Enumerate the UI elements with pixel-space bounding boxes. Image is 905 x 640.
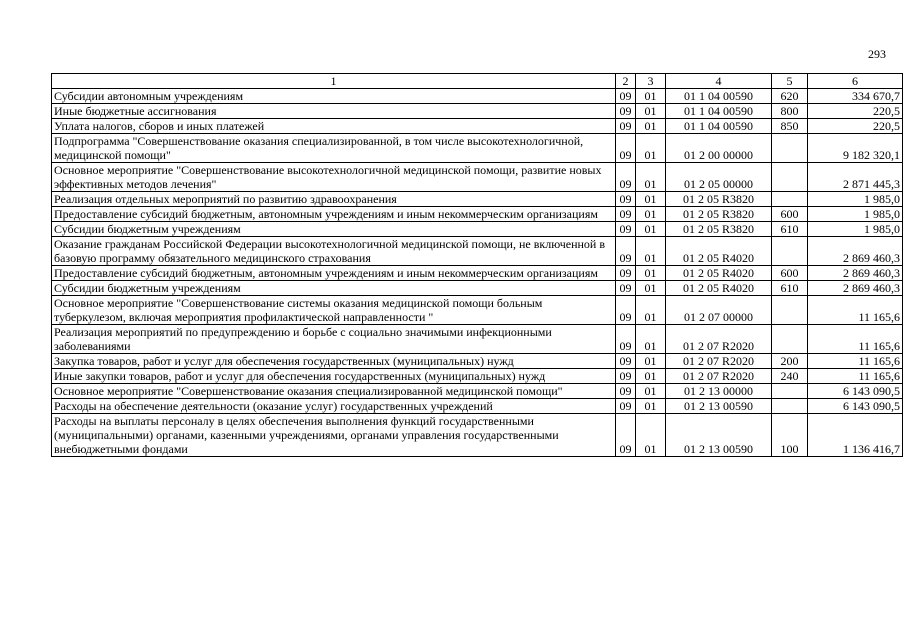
row-target-article: 01 2 05 R4020 (666, 281, 772, 296)
row-target-article: 01 2 05 R4020 (666, 237, 772, 266)
header-row (52, 74, 903, 89)
row-amount: 2 869 460,3 (808, 281, 903, 296)
row-subsection: 01 (636, 119, 666, 134)
row-target-article: 01 2 05 R3820 (666, 222, 772, 237)
budget-table (51, 73, 903, 457)
row-target-article: 01 2 07 00000 (666, 296, 772, 325)
row-target-article: 01 2 05 R3820 (666, 192, 772, 207)
row-name: Расходы на обеспечение деятельности (оказание услуг) государственных учреждений (52, 399, 616, 414)
row-expense-type: 600 (772, 266, 808, 281)
row-target-article: 01 1 04 00590 (666, 89, 772, 104)
table-row (52, 281, 903, 296)
header-cell-1: 1 (52, 74, 616, 89)
row-name: Предоставление субсидий бюджетным, автономным учреждениям и иным некоммерческим организациям (52, 207, 616, 222)
row-section: 09 (616, 296, 636, 325)
row-expense-type: 620 (772, 89, 808, 104)
page-number: 293 (868, 47, 886, 61)
row-section: 09 (616, 384, 636, 399)
row-amount: 220,5 (808, 119, 903, 134)
row-section: 09 (616, 399, 636, 414)
row-target-article: 01 2 05 R4020 (666, 266, 772, 281)
row-name: Реализация мероприятий по предупреждению и борьбе с социально значимыми инфекционными заболеваниями (52, 325, 616, 354)
row-section: 09 (616, 207, 636, 222)
row-subsection: 01 (636, 163, 666, 192)
row-target-article: 01 2 07 R2020 (666, 354, 772, 369)
row-name: Уплата налогов, сборов и иных платежей (52, 119, 616, 134)
table-row (52, 163, 903, 192)
row-amount: 6 143 090,5 (808, 399, 903, 414)
row-name: Основное мероприятие "Совершенствование системы оказания медицинской помощи больным туберкулезом, включая мероприятия профилактической направленности " (52, 296, 616, 325)
table-row (52, 384, 903, 399)
row-name: Закупка товаров, работ и услуг для обеспечения государственных (муниципальных) нужд (52, 354, 616, 369)
header-cell-6: 6 (808, 74, 903, 89)
row-expense-type (772, 296, 808, 325)
row-section: 09 (616, 104, 636, 119)
table-row (52, 237, 903, 266)
row-section: 09 (616, 89, 636, 104)
row-amount: 11 165,6 (808, 369, 903, 384)
row-subsection: 01 (636, 384, 666, 399)
row-subsection: 01 (636, 237, 666, 266)
row-name: Основное мероприятие "Совершенствование оказания специализированной медицинской помощи" (52, 384, 616, 399)
row-subsection: 01 (636, 207, 666, 222)
row-expense-type: 610 (772, 281, 808, 296)
row-expense-type: 600 (772, 207, 808, 222)
row-target-article: 01 2 05 R3820 (666, 207, 772, 222)
row-amount: 220,5 (808, 104, 903, 119)
table-row (52, 266, 903, 281)
row-section: 09 (616, 192, 636, 207)
row-amount: 11 165,6 (808, 354, 903, 369)
row-subsection: 01 (636, 354, 666, 369)
row-subsection: 01 (636, 104, 666, 119)
row-subsection: 01 (636, 134, 666, 163)
row-expense-type (772, 163, 808, 192)
row-target-article: 01 2 05 00000 (666, 163, 772, 192)
row-target-article: 01 2 13 00590 (666, 414, 772, 457)
row-subsection: 01 (636, 325, 666, 354)
table-row (52, 296, 903, 325)
row-target-article: 01 2 13 00590 (666, 399, 772, 414)
row-amount: 1 136 416,7 (808, 414, 903, 457)
row-section: 09 (616, 369, 636, 384)
row-amount: 11 165,6 (808, 325, 903, 354)
row-section: 09 (616, 354, 636, 369)
row-expense-type: 240 (772, 369, 808, 384)
row-name: Реализация отдельных мероприятий по развитию здравоохранения (52, 192, 616, 207)
row-expense-type (772, 399, 808, 414)
table-row (52, 207, 903, 222)
row-amount: 1 985,0 (808, 222, 903, 237)
row-section: 09 (616, 222, 636, 237)
table-row (52, 354, 903, 369)
table-row (52, 399, 903, 414)
row-amount: 2 869 460,3 (808, 266, 903, 281)
table-row (52, 192, 903, 207)
row-expense-type (772, 237, 808, 266)
row-amount: 1 985,0 (808, 192, 903, 207)
row-expense-type: 850 (772, 119, 808, 134)
row-expense-type (772, 325, 808, 354)
row-target-article: 01 1 04 00590 (666, 119, 772, 134)
row-section: 09 (616, 414, 636, 457)
row-section: 09 (616, 325, 636, 354)
row-expense-type (772, 134, 808, 163)
row-name: Подпрограмма "Совершенствование оказания специализированной, в том числе высокотехнологичной, медицинской помощи" (52, 134, 616, 163)
header-cell-5: 5 (772, 74, 808, 89)
row-section: 09 (616, 266, 636, 281)
table-row (52, 369, 903, 384)
row-amount: 11 165,6 (808, 296, 903, 325)
row-target-article: 01 2 00 00000 (666, 134, 772, 163)
row-expense-type: 200 (772, 354, 808, 369)
row-subsection: 01 (636, 414, 666, 457)
table-row (52, 414, 903, 457)
row-amount: 1 985,0 (808, 207, 903, 222)
row-subsection: 01 (636, 281, 666, 296)
row-section: 09 (616, 237, 636, 266)
row-target-article: 01 2 13 00000 (666, 384, 772, 399)
row-expense-type (772, 384, 808, 399)
row-name: Иные закупки товаров, работ и услуг для обеспечения государственных (муниципальных) нужд (52, 369, 616, 384)
row-amount: 2 869 460,3 (808, 237, 903, 266)
row-target-article: 01 2 07 R2020 (666, 369, 772, 384)
header-cell-3: 3 (636, 74, 666, 89)
row-subsection: 01 (636, 296, 666, 325)
row-section: 09 (616, 163, 636, 192)
row-amount: 9 182 320,1 (808, 134, 903, 163)
table-row (52, 89, 903, 104)
table-row (52, 104, 903, 119)
row-subsection: 01 (636, 399, 666, 414)
row-subsection: 01 (636, 369, 666, 384)
row-section: 09 (616, 119, 636, 134)
row-subsection: 01 (636, 89, 666, 104)
row-amount: 2 871 445,3 (808, 163, 903, 192)
row-name: Оказание гражданам Российской Федерации высокотехнологичной медицинской помощи, не включенной в базовую программу обязательного медицинского страхования (52, 237, 616, 266)
row-name: Субсидии бюджетным учреждениям (52, 281, 616, 296)
row-name: Иные бюджетные ассигнования (52, 104, 616, 119)
row-expense-type: 100 (772, 414, 808, 457)
row-subsection: 01 (636, 222, 666, 237)
row-name: Субсидии бюджетным учреждениям (52, 222, 616, 237)
row-name: Предоставление субсидий бюджетным, автономным учреждениям и иным некоммерческим организациям (52, 266, 616, 281)
row-section: 09 (616, 281, 636, 296)
budget-table-body (52, 74, 903, 457)
row-expense-type (772, 192, 808, 207)
table-row (52, 325, 903, 354)
row-expense-type: 610 (772, 222, 808, 237)
table-row (52, 119, 903, 134)
row-amount: 334 670,7 (808, 89, 903, 104)
header-cell-4: 4 (666, 74, 772, 89)
row-name: Субсидии автономным учреждениям (52, 89, 616, 104)
row-name: Основное мероприятие "Совершенствование высокотехнологичной медицинской помощи, развитие новых эффективных методов лечения" (52, 163, 616, 192)
row-target-article: 01 1 04 00590 (666, 104, 772, 119)
row-subsection: 01 (636, 192, 666, 207)
row-target-article: 01 2 07 R2020 (666, 325, 772, 354)
row-subsection: 01 (636, 266, 666, 281)
table-row (52, 134, 903, 163)
row-amount: 6 143 090,5 (808, 384, 903, 399)
row-expense-type: 800 (772, 104, 808, 119)
row-name: Расходы на выплаты персоналу в целях обеспечения выполнения функций государственными (муниципальными) органами, казенными учреждениями, органами управления государственными внебюджетными фондами (52, 414, 616, 457)
table-row (52, 222, 903, 237)
header-cell-2: 2 (616, 74, 636, 89)
row-section: 09 (616, 134, 636, 163)
